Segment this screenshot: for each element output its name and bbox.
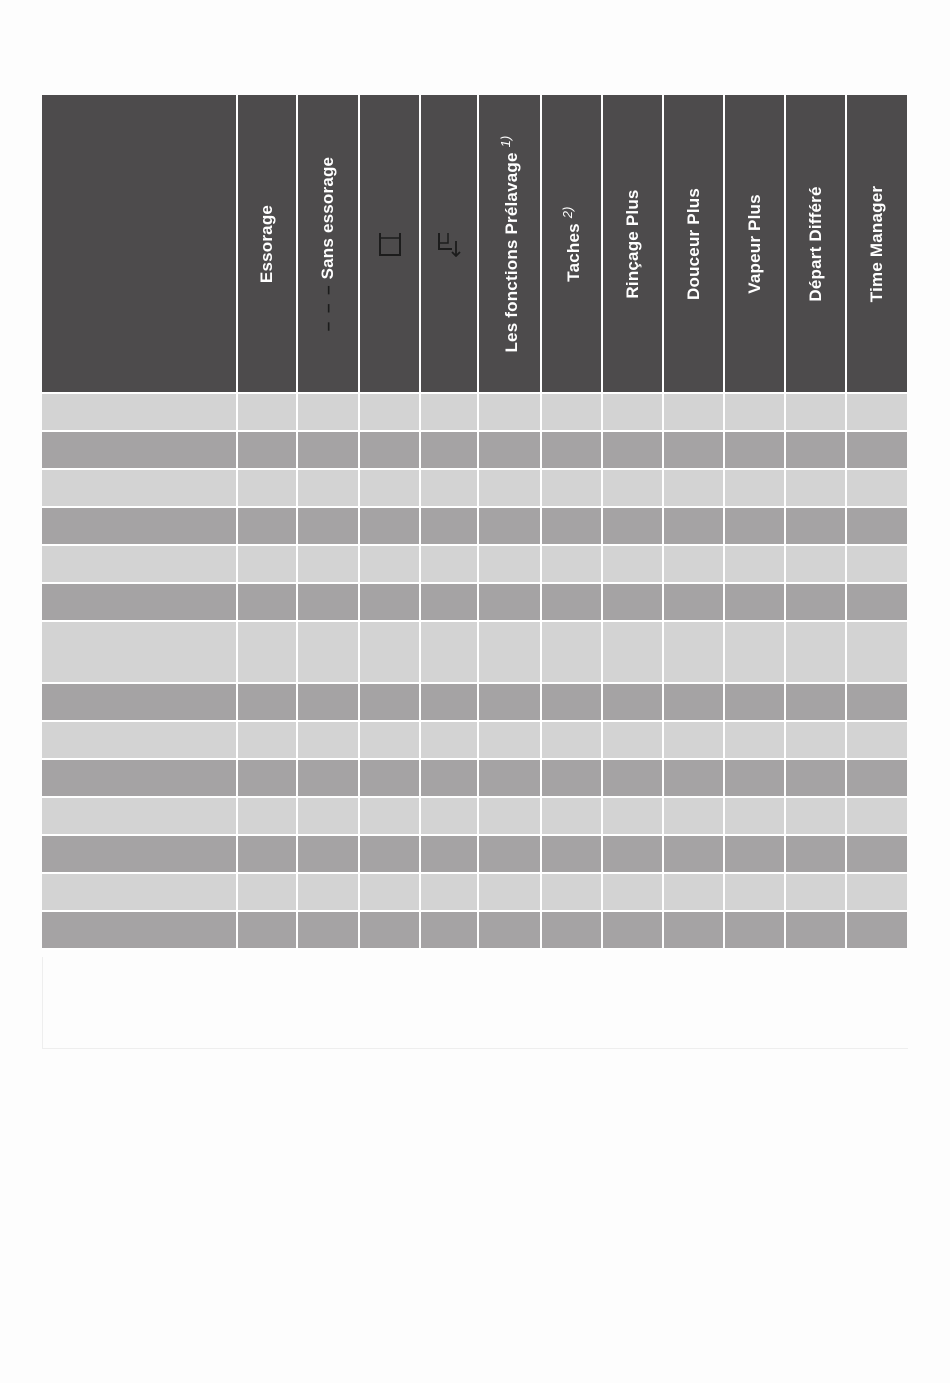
table-cell xyxy=(237,431,297,469)
table-cell xyxy=(42,621,237,683)
footnote-1: 1) xyxy=(497,134,513,147)
table-cell xyxy=(478,545,541,583)
table-cell xyxy=(724,683,785,721)
table-cell xyxy=(478,431,541,469)
dashes-icon: – – – xyxy=(318,282,337,331)
table-cell xyxy=(541,873,602,911)
table-cell xyxy=(785,873,846,911)
table-cell xyxy=(846,393,907,431)
table-cell xyxy=(478,683,541,721)
table-cell xyxy=(420,583,478,621)
table-row xyxy=(42,431,907,469)
table-cell xyxy=(478,911,541,949)
table-cell xyxy=(663,583,724,621)
table-row xyxy=(42,721,907,759)
table-cell xyxy=(297,431,359,469)
table-cell xyxy=(785,469,846,507)
table-cell xyxy=(663,393,724,431)
table-cell xyxy=(663,759,724,797)
table-cell xyxy=(237,507,297,545)
table-cell xyxy=(846,721,907,759)
table-cell xyxy=(420,759,478,797)
table-cell xyxy=(602,835,663,873)
table-cell xyxy=(602,583,663,621)
table-cell xyxy=(478,393,541,431)
table-row xyxy=(42,393,907,431)
drain-icon xyxy=(434,231,464,257)
table-cell xyxy=(541,759,602,797)
table-cell xyxy=(420,621,478,683)
table-cell xyxy=(724,545,785,583)
header-douceur-plus-label: Douceur Plus xyxy=(683,187,703,300)
table-cell xyxy=(420,835,478,873)
table-cell xyxy=(42,393,237,431)
table-cell xyxy=(724,721,785,759)
table-cell xyxy=(420,873,478,911)
table-cell xyxy=(237,683,297,721)
table-cell xyxy=(42,583,237,621)
table-cell xyxy=(420,797,478,835)
table-row xyxy=(42,545,907,583)
table-cell xyxy=(785,621,846,683)
table-cell xyxy=(602,721,663,759)
header-douceur-plus xyxy=(663,95,724,393)
table-cell xyxy=(785,507,846,545)
table-cell xyxy=(785,721,846,759)
table-cell xyxy=(42,911,237,949)
table-cell xyxy=(541,393,602,431)
table-cell xyxy=(42,683,237,721)
table-row xyxy=(42,797,907,835)
table-cell xyxy=(478,469,541,507)
header-taches xyxy=(541,95,602,393)
table-cell xyxy=(42,545,237,583)
table-cell xyxy=(420,469,478,507)
table-cell xyxy=(724,507,785,545)
table-cell xyxy=(663,469,724,507)
table-cell xyxy=(237,721,297,759)
table-cell xyxy=(359,911,420,949)
table-cell xyxy=(237,797,297,835)
header-vapeur-plus-label: Vapeur Plus xyxy=(744,193,764,294)
table-cell xyxy=(785,759,846,797)
header-drain xyxy=(420,95,478,393)
table-cell xyxy=(297,545,359,583)
table-cell xyxy=(297,835,359,873)
table-cell xyxy=(663,797,724,835)
table-cell xyxy=(297,683,359,721)
table-row xyxy=(42,621,907,683)
table-cell xyxy=(297,759,359,797)
table-cell xyxy=(602,431,663,469)
table-cell xyxy=(237,911,297,949)
table-cell xyxy=(541,621,602,683)
table-cell xyxy=(478,835,541,873)
table-cell xyxy=(663,507,724,545)
table-cell xyxy=(359,507,420,545)
table-cell xyxy=(846,911,907,949)
table-cell xyxy=(42,507,237,545)
table-cell xyxy=(42,797,237,835)
table-cell xyxy=(478,797,541,835)
header-essorage-label: Essorage xyxy=(257,204,276,283)
table-cell xyxy=(359,835,420,873)
table-cell xyxy=(237,545,297,583)
table-cell xyxy=(724,797,785,835)
table-row xyxy=(42,759,907,797)
table-cell xyxy=(297,507,359,545)
footnote-area xyxy=(42,957,908,1049)
table-cell xyxy=(541,797,602,835)
header-depart-differe xyxy=(785,95,846,393)
table-cell xyxy=(297,873,359,911)
table-cell xyxy=(785,835,846,873)
header-rincage-plus xyxy=(602,95,663,393)
table-row xyxy=(42,873,907,911)
options-table xyxy=(42,95,907,950)
table-cell xyxy=(602,393,663,431)
table-cell xyxy=(359,393,420,431)
table-cell xyxy=(237,759,297,797)
table-cell xyxy=(602,683,663,721)
header-sans-essorage-label: Sans essorage xyxy=(318,156,337,279)
header-rinse-hold xyxy=(359,95,420,393)
table-cell xyxy=(846,835,907,873)
table-cell xyxy=(359,621,420,683)
table-cell xyxy=(478,721,541,759)
table-cell xyxy=(42,873,237,911)
table-cell xyxy=(663,621,724,683)
table-cell xyxy=(663,431,724,469)
table-cell xyxy=(478,873,541,911)
table-cell xyxy=(663,911,724,949)
table-cell xyxy=(420,507,478,545)
table-cell xyxy=(297,911,359,949)
table-cell xyxy=(237,621,297,683)
header-time-manager xyxy=(846,95,907,393)
table-row xyxy=(42,583,907,621)
table-cell xyxy=(420,683,478,721)
table-cell xyxy=(785,911,846,949)
table-cell xyxy=(724,431,785,469)
table-cell xyxy=(478,507,541,545)
table-cell xyxy=(785,797,846,835)
table-cell xyxy=(297,583,359,621)
table-cell xyxy=(359,759,420,797)
table-cell xyxy=(846,431,907,469)
table-cell xyxy=(785,583,846,621)
header-prelavage-label: Les fonctions Prélavage xyxy=(501,151,521,353)
table-cell xyxy=(541,469,602,507)
table-cell xyxy=(359,583,420,621)
table-cell xyxy=(237,393,297,431)
header-essorage xyxy=(237,95,297,393)
table-cell xyxy=(663,835,724,873)
table-cell xyxy=(846,469,907,507)
table-cell xyxy=(478,583,541,621)
table-cell xyxy=(541,721,602,759)
table-cell xyxy=(478,759,541,797)
table-cell xyxy=(420,721,478,759)
table-cell xyxy=(785,431,846,469)
header-row xyxy=(42,95,907,393)
table-cell xyxy=(237,835,297,873)
table-cell xyxy=(359,797,420,835)
table-body xyxy=(42,393,907,949)
table-cell xyxy=(297,721,359,759)
rinse-hold-icon xyxy=(375,231,405,257)
header-time-manager-label: Time Manager xyxy=(867,185,886,302)
footnote-2: 2) xyxy=(559,205,575,218)
table-cell xyxy=(359,873,420,911)
header-sans-essorage xyxy=(297,95,359,393)
table-cell xyxy=(785,545,846,583)
table-cell xyxy=(237,873,297,911)
table-row xyxy=(42,911,907,949)
table-cell xyxy=(724,583,785,621)
table-cell xyxy=(297,469,359,507)
table-cell xyxy=(541,431,602,469)
header-prelavage xyxy=(478,95,541,393)
table-cell xyxy=(602,621,663,683)
table-cell xyxy=(541,507,602,545)
header-depart-differe-label: Départ Différé xyxy=(805,185,825,302)
table-cell xyxy=(724,469,785,507)
table-cell xyxy=(724,759,785,797)
table-cell xyxy=(663,683,724,721)
table-row xyxy=(42,469,907,507)
header-rincage-plus-label: Rinçage Plus xyxy=(622,188,642,299)
table-cell xyxy=(846,797,907,835)
header-program xyxy=(42,95,237,393)
table-cell xyxy=(541,911,602,949)
table-cell xyxy=(663,873,724,911)
table-cell xyxy=(724,621,785,683)
table-cell xyxy=(237,469,297,507)
table-cell xyxy=(297,621,359,683)
table-cell xyxy=(846,683,907,721)
table-cell xyxy=(42,759,237,797)
table-cell xyxy=(541,835,602,873)
table-cell xyxy=(846,545,907,583)
table-cell xyxy=(602,797,663,835)
table-cell xyxy=(359,683,420,721)
table-cell xyxy=(359,721,420,759)
table-cell xyxy=(42,469,237,507)
table-cell xyxy=(420,393,478,431)
header-vapeur-plus xyxy=(724,95,785,393)
table-cell xyxy=(478,621,541,683)
table-cell xyxy=(359,431,420,469)
table-cell xyxy=(602,507,663,545)
table-cell xyxy=(724,393,785,431)
table-cell xyxy=(785,683,846,721)
table-cell xyxy=(237,583,297,621)
table-cell xyxy=(846,621,907,683)
table-cell xyxy=(359,469,420,507)
table-cell xyxy=(663,545,724,583)
header-taches-label: Taches xyxy=(563,222,583,282)
table-cell xyxy=(663,721,724,759)
table-cell xyxy=(846,507,907,545)
table-cell xyxy=(724,835,785,873)
table-cell xyxy=(602,911,663,949)
table-cell xyxy=(42,721,237,759)
table-cell xyxy=(541,583,602,621)
table-cell xyxy=(785,393,846,431)
table-cell xyxy=(846,759,907,797)
table-cell xyxy=(846,583,907,621)
table-cell xyxy=(420,911,478,949)
table-cell xyxy=(297,797,359,835)
table-cell xyxy=(602,873,663,911)
table-cell xyxy=(602,759,663,797)
table-cell xyxy=(420,545,478,583)
table-cell xyxy=(602,469,663,507)
table-cell xyxy=(541,545,602,583)
table-row xyxy=(42,507,907,545)
table-row xyxy=(42,683,907,721)
table-row xyxy=(42,835,907,873)
table-cell xyxy=(297,393,359,431)
table-cell xyxy=(42,835,237,873)
table-cell xyxy=(541,683,602,721)
table-cell xyxy=(724,873,785,911)
table-cell xyxy=(42,431,237,469)
table-cell xyxy=(420,431,478,469)
table-cell xyxy=(359,545,420,583)
table-cell xyxy=(846,873,907,911)
table-cell xyxy=(602,545,663,583)
table-cell xyxy=(724,911,785,949)
